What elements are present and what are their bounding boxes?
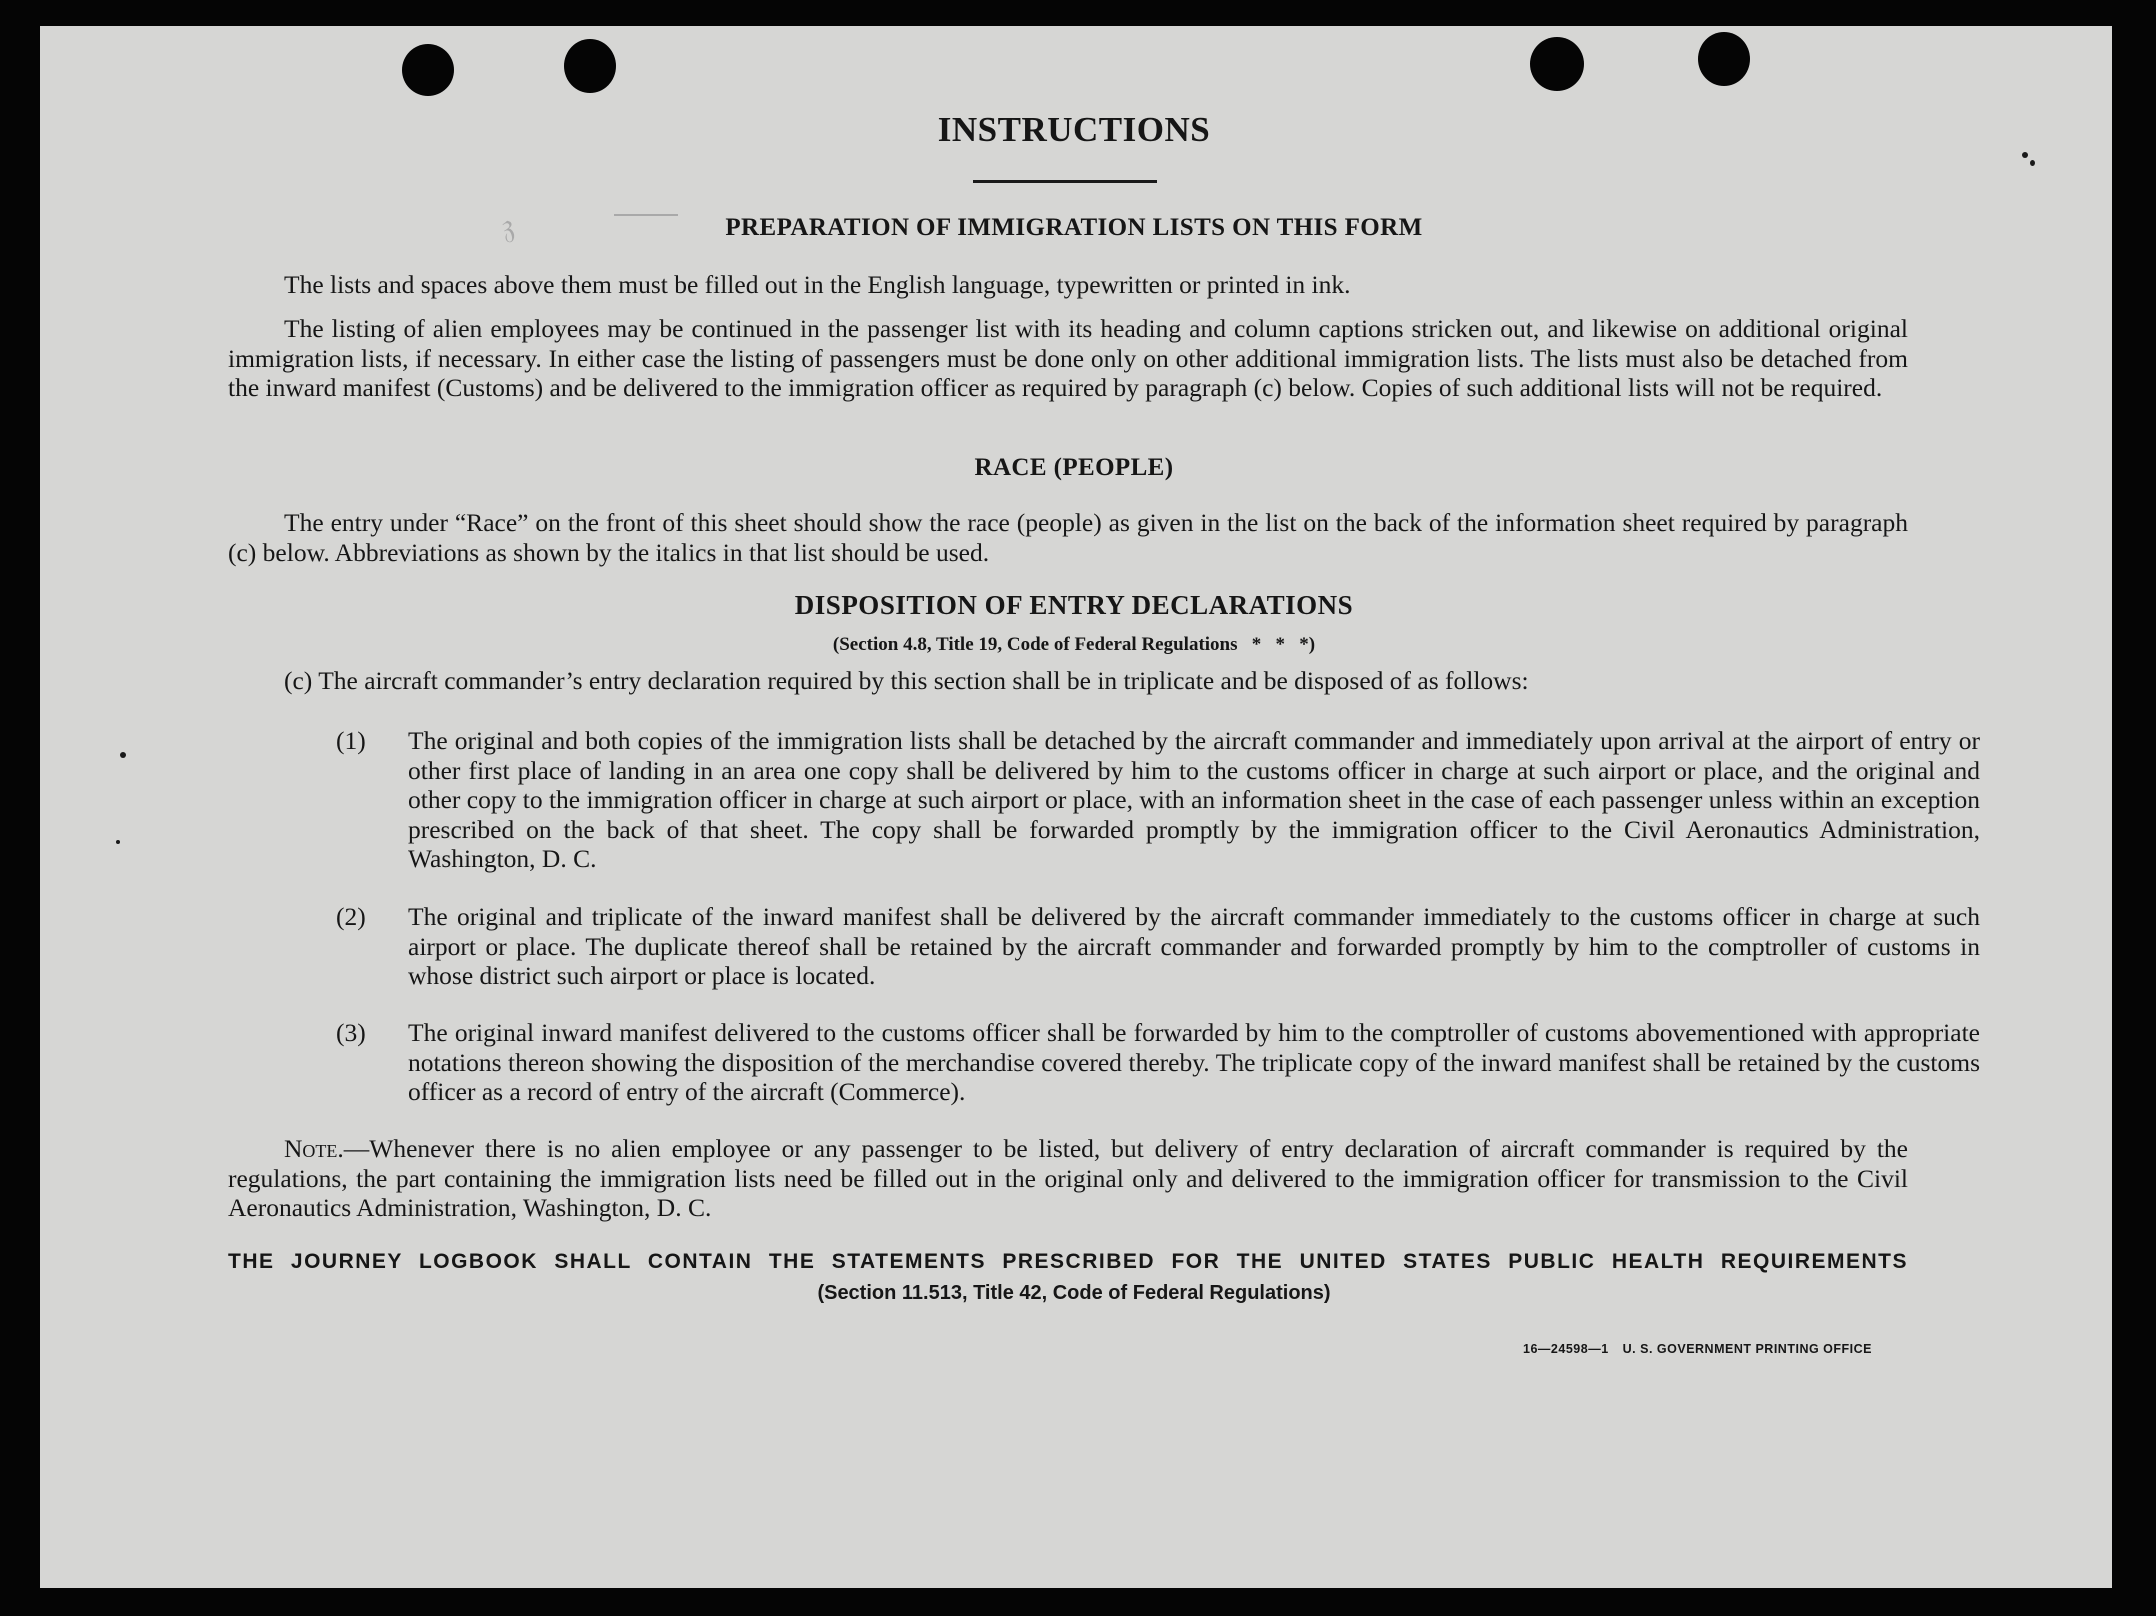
disposition-heading: DISPOSITION OF ENTRY DECLARATIONS: [794, 590, 1354, 620]
note-paragraph: [228, 1134, 1908, 1223]
printer-imprint: [1523, 1342, 1872, 1356]
ink-speck: [120, 752, 126, 758]
punch-hole: [564, 39, 616, 93]
race-paragraph: The entry under “Race” on the front of this sheet should show the race (people) as given in the list on the back of the information sheet required by paragraph (c) below. Abbreviations as shown by the italics in that list should be used.: [228, 508, 1908, 567]
item-number: (1): [336, 726, 366, 755]
ink-speck: [116, 840, 120, 844]
preparation-paragraph-2: The listing of alien employees may be continued in the passenger list with its heading and column captions stricken out, and likewise on additional original immigration lists, if necessary. In either case the listing of passengers must be done only on other additional immigration lists. The lists must also be detached from the inward manifest (Customs) and be delivered to the immigration officer as required by paragraph (c) below. Copies of such additional lists will not be required.: [228, 314, 1908, 402]
list-item: [336, 726, 1980, 874]
item-number: (2): [336, 902, 366, 931]
title-rule: [973, 180, 1157, 183]
note-label: Note.: [284, 1134, 344, 1163]
ink-speck: [2022, 152, 2028, 158]
list-item: [336, 1018, 1980, 1107]
race-heading: RACE (PEOPLE): [974, 454, 1174, 481]
item-number: (3): [336, 1018, 366, 1047]
document-sheet: [40, 26, 2112, 1588]
punch-hole: [1530, 37, 1584, 91]
punch-hole: [402, 44, 454, 96]
footer-citation: (Section 11.513, Title 42, Code of Federal Regulations): [817, 1282, 1331, 1304]
item-text: The original and triplicate of the inward manifest shall be delivered by the aircraft commander immediately to the customs officer in charge at such airport or place. The duplicate thereof shall be retained by the aircraft commander and forwarded promptly by him to the comptroller of customs in whose district such airport or place is located.: [408, 902, 1980, 990]
pencil-mark: 𝔷: [499, 205, 517, 247]
punch-hole: [1698, 32, 1750, 86]
disposition-intro: (c) The aircraft commander’s entry declaration required by this section shall be in triplicate and be disposed of as follows:: [284, 666, 1529, 695]
form-number: 16—24598—1: [1523, 1342, 1609, 1356]
preparation-heading: PREPARATION OF IMMIGRATION LISTS ON THIS FORM: [725, 214, 1423, 241]
ink-speck: [2030, 160, 2035, 166]
preparation-paragraph-1: The lists and spaces above them must be filled out in the English language, typewritten or printed in ink.: [284, 270, 1351, 299]
footer-requirement: THE JOURNEY LOGBOOK SHALL CONTAIN THE STATEMENTS PRESCRIBED FOR THE UNITED STATES PUBLIC HEALTH REQUIREMENTS: [228, 1250, 1908, 1273]
disposition-citation: (Section 4.8, Title 19, Code of Federal Regulations * * *): [832, 634, 1316, 655]
printer-name: U. S. GOVERNMENT PRINTING OFFICE: [1622, 1342, 1872, 1356]
item-text: The original and both copies of the immigration lists shall be detached by the aircraft commander and immediately upon arrival at the airport of entry or other first place of landing in an area one copy shall be delivered by him to the customs officer in charge at such airport or place, and the original and other copy to the immigration officer in charge at such airport or place, with an information sheet in the case of each passenger unless within an exception prescribed on the back of that sheet. The copy shall be forwarded promptly by the immigration officer to the Civil Aeronautics Administration, Washington, D. C.: [408, 726, 1980, 873]
list-item: [336, 902, 1980, 991]
note-text: —Whenever there is no alien employee or any passenger to be listed, but delivery of entry declaration of aircraft commander is required by the regulations, the part containing the immigration lists need be filled out in the original only and delivered to the immigration officer for transmission to the Civil Aeronautics Administration, Washington, D. C.: [228, 1134, 1908, 1222]
page-title: INSTRUCTIONS: [937, 110, 1211, 149]
item-text: The original inward manifest delivered to the customs officer shall be forwarded by him to the comptroller of customs abovementioned with appropriate notations thereon showing the disposition of the merchandise covered thereby. The triplicate copy of the inward manifest shall be retained by the customs officer as a record of entry of the aircraft (Commerce).: [408, 1018, 1980, 1106]
